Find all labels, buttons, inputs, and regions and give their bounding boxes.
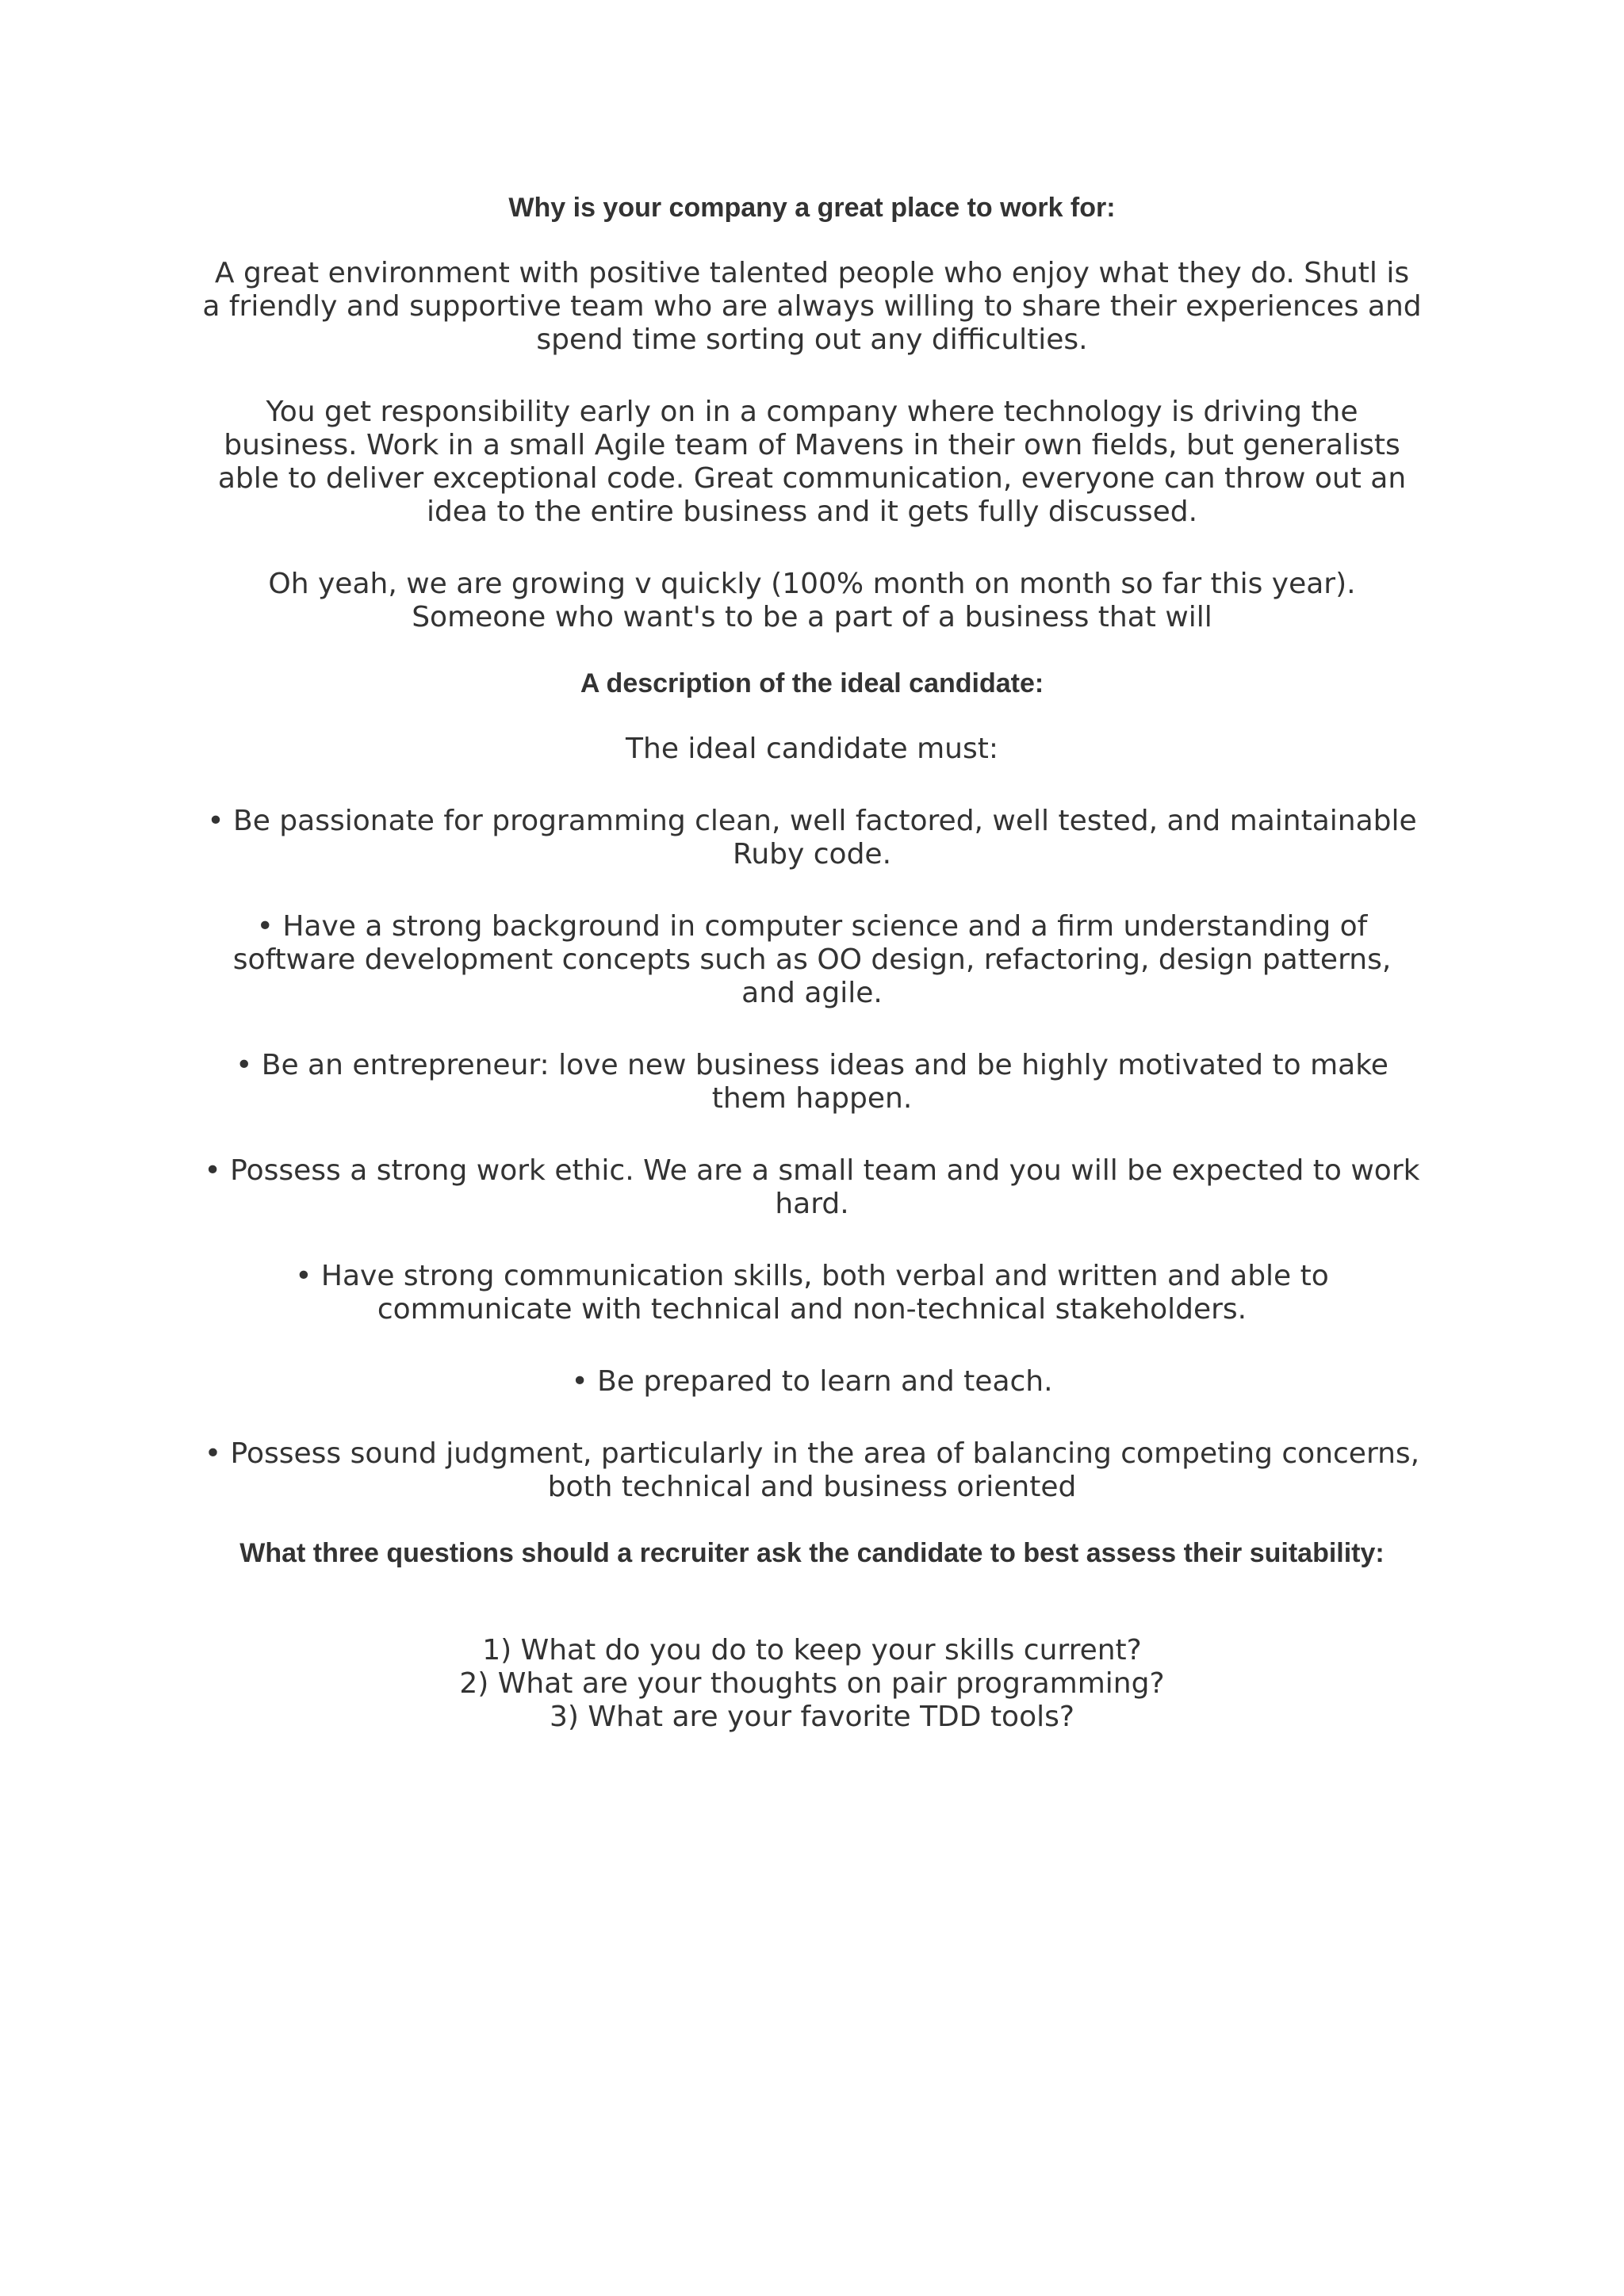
question-item: 1) What do you do to keep your skills current?: [482, 1634, 1142, 1667]
bullet-passionate: • Be passionate for programming clean, well factored, well tested, and maintainable Ruby code.: [207, 805, 1417, 871]
paragraph-environment: A great environment with positive talented people who enjoy what they do. Shutl is a friendly and supportive team who are always willing to share their experiences and spend time sorting out any difficulties.: [202, 257, 1422, 356]
bullet-background: • Have a strong background in computer science and a firm understanding of software development concepts such as OO design, refactoring, design patterns, and agile.: [232, 910, 1392, 1009]
paragraph-growth: Oh yeah, we are growing v quickly (100% month on month so far this year). Someone who want's to be a part of a business that will: [268, 568, 1356, 633]
section-heading-great-place: Why is your company a great place to work for:: [508, 193, 1116, 223]
bullet-entrepreneur: • Be an entrepreneur: love new business ideas and be highly motivated to make them happen.: [236, 1049, 1388, 1115]
question-list: [202, 1634, 1422, 1734]
bullet-communication: • Have strong communication skills, both verbal and written and able to communicate with technical and non-technical stakeholders.: [295, 1260, 1329, 1326]
question-item: 3) What are your favorite TDD tools?: [550, 1701, 1074, 1733]
paragraph-responsibility: You get responsibility early on in a company where technology is driving the business. Work in a small Agile team of Mavens in their own fields, but generalists able to deliver exceptional code. Great communication, everyone can throw out an idea to the entire business and it gets fully discussed.: [217, 396, 1407, 528]
section-heading-ideal-candidate: A description of the ideal candidate:: [580, 668, 1044, 698]
bullet-learn-teach: • Be prepared to learn and teach.: [571, 1365, 1053, 1398]
question-item: 2) What are your thoughts on pair programming?: [459, 1667, 1165, 1700]
bullet-judgment: • Possess sound judgment, particularly in the area of balancing competing concerns, both technical and business oriented: [204, 1437, 1420, 1503]
section-heading-recruiter-questions: What three questions should a recruiter ask the candidate to best assess their suitability:: [239, 1538, 1385, 1568]
document-content: [202, 190, 1422, 1734]
bullet-work-ethic: • Possess a strong work ethic. We are a small team and you will be expected to work hard.: [204, 1154, 1420, 1220]
paragraph-candidate-intro: The ideal candidate must:: [626, 733, 998, 765]
